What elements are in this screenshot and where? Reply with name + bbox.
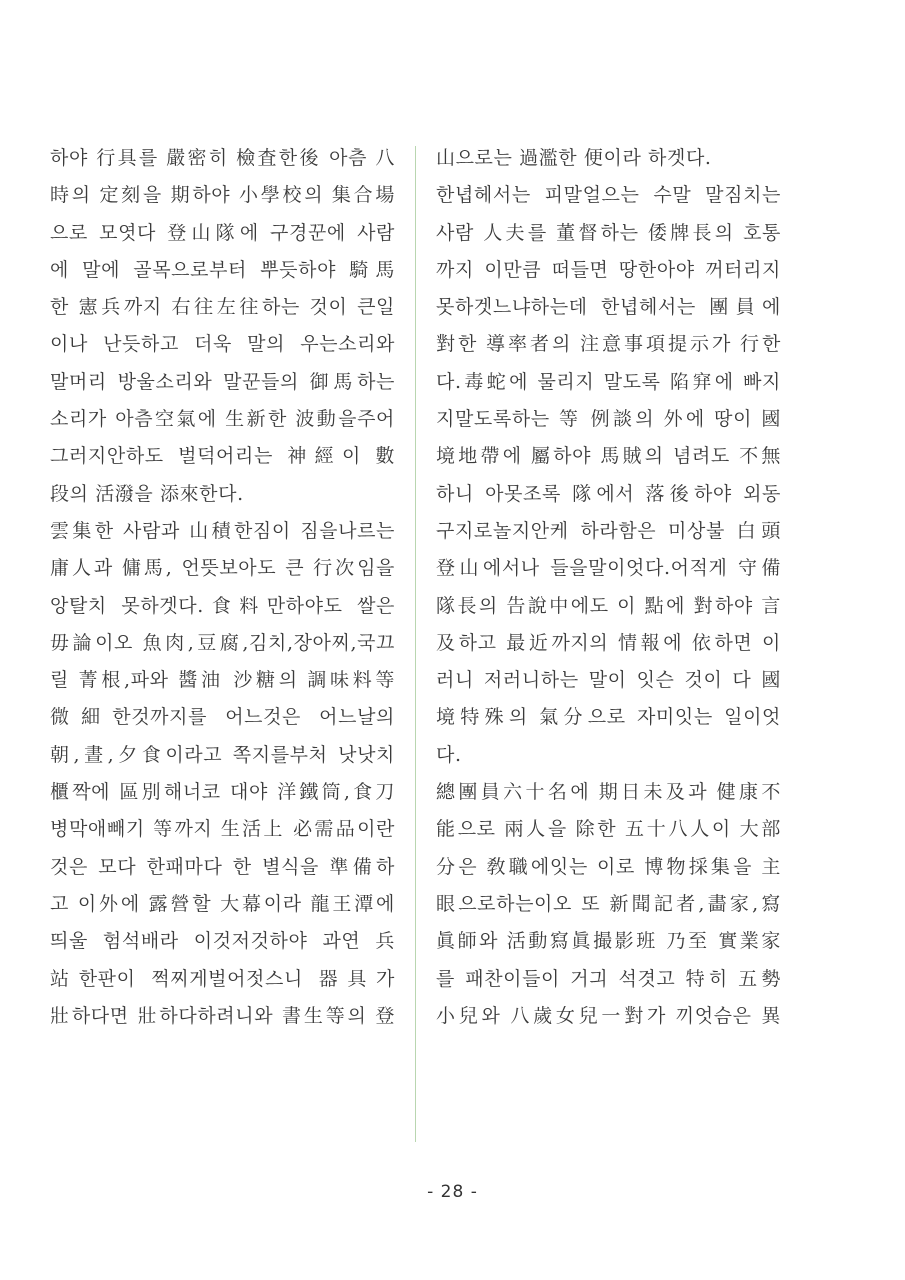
text-line: 段의 活潑을 添來한다. [50, 482, 244, 505]
text-line: 站한판이 쩍찌게벌어젓스니 器具가 [50, 967, 395, 990]
text-line: 眼으로하는이오 또 新聞記者,畵家,寫 [436, 892, 781, 915]
page-number: - 28 - [427, 1182, 478, 1202]
text-line: 소리가 아츰空氣에 生新한 波動을주어 [50, 408, 395, 431]
text-line: 고 이外에 露營할 大幕이라 龍王潭에 [50, 892, 395, 915]
text-line: 하니 아못조록 隊에서 落後하야 외동 [436, 482, 781, 505]
text-line: 이나 난듯하고 더욱 말의 우는소리와 [50, 333, 395, 356]
text-line: 못하겟느냐하는데 한녑헤서는 團員에 [436, 296, 781, 319]
text-line: 登山에서나 들을말이엇다.어적게 守備 [436, 557, 781, 580]
text-line: 境特殊의 氣分으로 자미잇는 일이엇 [436, 706, 781, 729]
right-text-column [436, 140, 781, 1035]
text-line: 병막애빼기 等까지 生活上 必需品이란 [50, 818, 395, 841]
text-line: 다. [436, 743, 462, 766]
text-line: 對한 導率者의 注意事項提示가 行한 [436, 333, 781, 356]
text-line: 能으로 兩人을 除한 五十八人이 大部 [436, 818, 781, 841]
text-line: 앙탈치 못하겟다.食料만하야도 쌀은 [50, 594, 395, 617]
text-line: 壯하다면 壯하다하려니와 書生等의 登 [50, 1004, 395, 1027]
text-line: 으로 모엿다 登山隊에 구경꾼에 사람 [50, 221, 395, 244]
text-line: 릴 菁根,파와 醬油 沙糖의 調味料等 [50, 669, 395, 692]
text-line: 그러지안하도 벌덕어리는 神經이 數 [50, 445, 395, 468]
text-line: 까지 이만큼 떠들면 땅한아야 꺼터리지 [436, 258, 781, 281]
left-text-column [50, 140, 395, 1035]
text-line: 것은 모다 한패마다 한 별식을 準備하 [50, 855, 395, 878]
text-line: 구지로놀지안케 하라함은 미상불 白頭 [436, 519, 781, 542]
text-line: 를 패찬이들이 거긔 석겻고 特히 五勢 [436, 967, 781, 990]
text-line: 한 憲兵까지 右往左往하는 것이 큰일 [50, 296, 395, 319]
text-line: 庸人과 傭馬, 언뜻보아도 큰 行次임을 [50, 557, 395, 580]
text-line: 分은 敎職에잇는 이로 博物採集을 主 [436, 855, 781, 878]
text-line: 다.毒蛇에 물리지 말도록 陷穽에 빠지 [436, 370, 781, 393]
text-line: 微細한것까지를 어느것은 어느날의 [50, 706, 395, 729]
text-line: 띄울 험석배라 이것저것하야 과연 兵 [50, 930, 395, 953]
text-line: 에 말에 골목으로부터 뿌듯하야 騎馬 [50, 258, 395, 281]
text-line: 毋論이오 魚肉,豆腐,김치,장아찌,국끄 [50, 631, 395, 654]
text-line: 隊長의 告說中에도 이 點에 對하야 言 [436, 594, 781, 617]
text-line: 러니 저러니하는 말이 잇슨 것이 다 國 [436, 669, 781, 692]
text-line: 總團員六十名에 期日未及과 健康不 [436, 781, 781, 804]
text-line: 櫃짝에 區別해너코 대야 洋鐵筒,食刀 [50, 781, 395, 804]
text-line: 眞師와 活動寫眞撮影班 乃至 實業家 [436, 930, 781, 953]
text-line: 말머리 방울소리와 말꾼들의 御馬하는 [50, 370, 395, 393]
column-divider [415, 146, 416, 1142]
text-line: 時의 定刻을 期하야 小學校의 集合場 [50, 184, 395, 207]
text-line: 山으로는 過濫한 便이라 하겟다. [436, 147, 712, 169]
text-line: 한녑헤서는 피말얼으는 수말 말짐치는 [436, 184, 781, 207]
text-line: 境地帶에 屬하야 馬賊의 념려도 不無 [436, 445, 781, 468]
text-line: 사람 人夫를 董督하는 倭牌長의 호통 [436, 221, 781, 244]
text-line: 朝,晝,夕食이라고 쪽지를부처 낫낫치 [50, 743, 395, 766]
text-line: 及하고 最近까지의 情報에 依하면 이 [436, 631, 781, 654]
text-line: 小兒와 八歲女兒一對가 끼엇슴은 異 [436, 1004, 781, 1027]
text-line: 雲集한 사람과 山積한짐이 짐을나르는 [50, 519, 395, 542]
text-line: 지말도록하는 等 例談의 外에 땅이 國 [436, 408, 781, 431]
text-line: 하야 行具를 嚴密히 檢査한後 아츰 八 [50, 147, 395, 169]
